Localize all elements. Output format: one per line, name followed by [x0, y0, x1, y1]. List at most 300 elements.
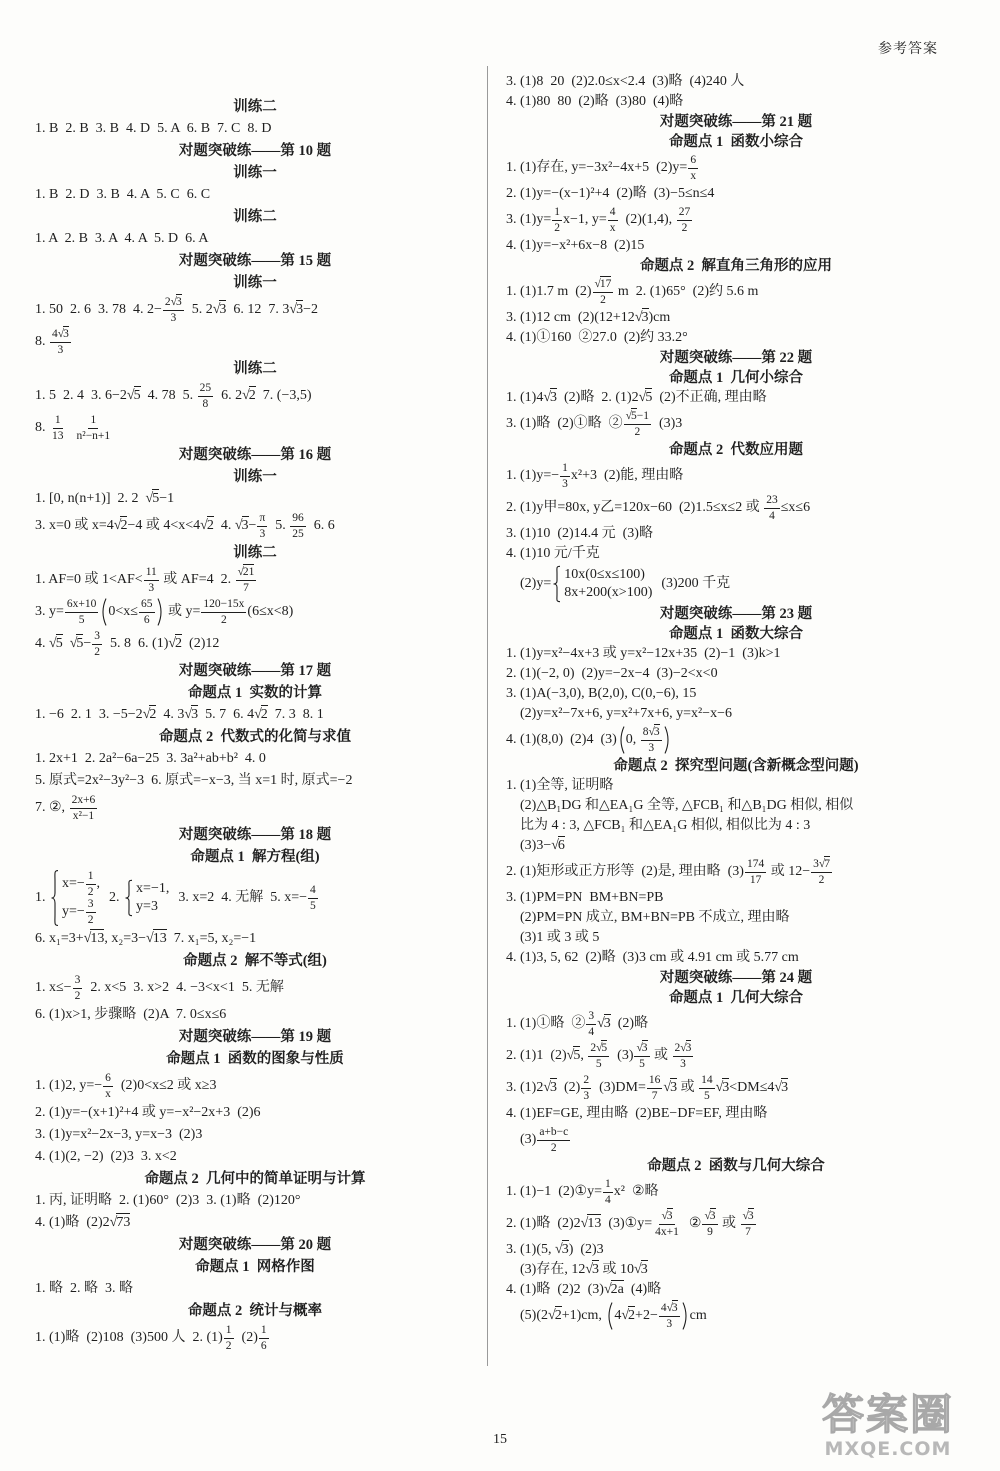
- answer-line: [506, 1072, 966, 1104]
- fraction: [198, 382, 214, 410]
- answer-text: 2.: [102, 890, 124, 905]
- answer-text: 3. (1)y=: [506, 212, 552, 227]
- answer-text: 3. (1)8 20 (2)2.0≤x<2.4 (3)略 (4)240 人: [506, 74, 745, 89]
- fraction-denominator: x: [690, 169, 697, 182]
- answer-line: [506, 236, 966, 256]
- radical: √2: [168, 636, 183, 651]
- answer-text: (3): [520, 1132, 537, 1147]
- answer-text: 命题点 1 函数的图象与性质: [166, 1051, 344, 1067]
- answer-text: 1. (1)①略 ②: [506, 1016, 586, 1031]
- radical: √3: [661, 1210, 673, 1222]
- fraction: [201, 598, 246, 626]
- answer-line: [506, 1280, 966, 1300]
- column-divider: [487, 66, 488, 1366]
- section-heading: [35, 444, 475, 466]
- radicand: 3: [653, 726, 660, 738]
- radicand: 13: [152, 931, 167, 946]
- answer-line: [506, 308, 966, 328]
- radical: √3: [634, 1262, 648, 1277]
- radicand: 5: [76, 636, 84, 651]
- answer-text: 训练一: [233, 275, 277, 291]
- fraction: [144, 566, 159, 594]
- answer-line: [506, 184, 966, 204]
- left-brace-shape: [125, 880, 133, 916]
- answer-line: [506, 152, 966, 184]
- fraction-denominator: 17: [749, 873, 762, 886]
- fraction-numerator: 3√7: [811, 858, 832, 873]
- answer-line: [506, 704, 966, 724]
- fraction: [699, 1074, 715, 1102]
- subsection-heading: [506, 132, 966, 152]
- answer-line: [506, 948, 966, 968]
- fraction-numerator: 65: [139, 598, 155, 613]
- answer-line: [506, 1260, 966, 1280]
- fraction-denominator: 2: [87, 885, 94, 898]
- fraction: [586, 1010, 596, 1038]
- large-parentheses: [618, 726, 671, 754]
- answer-line: [506, 328, 966, 348]
- answer-text: 对题突破练——第 20 题: [178, 1237, 332, 1253]
- answer-text: 6. 2√2 7. (−3,5): [214, 388, 312, 403]
- answer-text: 1. 2x+1 2. 2a²−6a−25 3. 3a²+ab+b² 4. 0: [35, 751, 266, 766]
- answer-line: [506, 796, 966, 816]
- radical: √2: [200, 518, 214, 533]
- answer-line: [35, 294, 475, 326]
- answer-text: 8x+200(x>100): [564, 585, 653, 600]
- radical: √5: [69, 636, 84, 651]
- answer-text: 对题突破练——第 17 题: [178, 663, 332, 679]
- answer-text: 3. (1)PM=PN BM+BN=PB: [506, 890, 664, 905]
- subsection-heading: [35, 846, 475, 868]
- answer-text: (2)(1,4),: [618, 212, 676, 227]
- answer-text: 8.: [35, 334, 49, 349]
- answer-text: y=−: [62, 904, 85, 919]
- radicand: 2: [175, 636, 183, 651]
- fraction: [653, 1210, 681, 1238]
- fraction: [673, 1042, 694, 1070]
- section-heading: [35, 1234, 475, 1256]
- answer-text: 或: [650, 1048, 672, 1063]
- fraction: [634, 1042, 649, 1070]
- answer-text: 1. [0, n(n+1)] 2. 2 √5−1: [35, 491, 175, 506]
- answer-text: 3. x=0 或 x=4√2−4 或 4<x<4√2 4. √3−: [35, 518, 257, 533]
- answer-text: 5. 2√3 6. 12 7. 3√3−2: [184, 302, 318, 317]
- fraction-denominator: 4: [769, 509, 775, 522]
- radicand: 3: [296, 302, 304, 317]
- fraction: [745, 858, 766, 886]
- fraction-numerator: [702, 1210, 717, 1225]
- answer-line: [506, 408, 966, 440]
- answer-line: [35, 792, 475, 824]
- fraction: [702, 1210, 717, 1238]
- fraction-numerator: 11: [144, 566, 159, 581]
- watermark-logo-text: 答案圈: [821, 1390, 954, 1439]
- radicand: 13: [587, 1216, 602, 1231]
- fraction-denominator: 3: [148, 581, 155, 594]
- radical: √13: [83, 931, 105, 946]
- subsection-heading: [35, 1256, 475, 1278]
- radicand: 2: [260, 707, 268, 722]
- answer-line: [35, 868, 475, 928]
- fraction: [308, 884, 318, 912]
- radical: √3: [597, 1016, 611, 1031]
- answer-text: 训练二: [233, 361, 277, 377]
- answer-text: 命题点 2 解直角三角形的应用: [639, 258, 833, 274]
- radical: √3: [543, 390, 558, 405]
- radical: √3: [666, 1302, 678, 1314]
- fraction-denominator: 2: [550, 1141, 557, 1154]
- answer-text: 或 12−: [767, 864, 811, 879]
- fraction: [86, 898, 96, 926]
- fraction-denominator: 2: [74, 989, 81, 1002]
- fraction: [624, 410, 651, 438]
- section-heading: [506, 348, 966, 368]
- answer-line: [506, 276, 966, 308]
- radical: √3: [704, 1210, 716, 1222]
- answer-text: 10x(0≤x≤100): [564, 567, 645, 582]
- answer-text: √3 (2)略: [597, 1016, 649, 1031]
- radicand: 5: [630, 410, 637, 422]
- answer-line: [506, 836, 966, 856]
- answer-text: 1. B 2. D 3. B 4. A 5. C 6. C: [35, 187, 211, 202]
- system-row: [62, 898, 100, 926]
- radicand: 5: [601, 1042, 608, 1054]
- radical: √2: [621, 1308, 636, 1323]
- fraction-denominator: 7: [243, 581, 249, 594]
- fraction: [50, 328, 71, 356]
- answer-text: 1. (1)4√3 (2)略 2. (1)2√5 (2)不正确, 理由略: [506, 390, 767, 405]
- left-parenthesis-shape: [618, 726, 626, 754]
- fraction-numerator: 3: [92, 630, 102, 645]
- answer-text: 对题突破练——第 24 题: [659, 970, 813, 986]
- radical: √3: [555, 1242, 569, 1257]
- radical: √3: [680, 1042, 692, 1054]
- radicand: 73: [116, 1215, 131, 1230]
- left-parenthesis-shape: [100, 598, 108, 626]
- answer-text: 1. −6 2. 1 3. −5−2√2 4. 3√3 5. 7 6. 4√2 7. 3 8. 1: [35, 707, 324, 722]
- answer-line: [35, 972, 475, 1004]
- answer-line: [506, 72, 966, 92]
- answer-text: y=3: [136, 899, 158, 914]
- fraction: [641, 726, 662, 754]
- radical: √3: [184, 707, 199, 722]
- fraction-denominator: 2: [554, 221, 560, 234]
- radical: √13: [580, 1216, 602, 1231]
- answer-text: x=−1,: [136, 881, 170, 896]
- fraction-denominator: 5: [595, 1057, 602, 1070]
- answer-line: [35, 704, 475, 726]
- answer-text: 1. 略 2. 略 3. 略: [35, 1281, 133, 1296]
- subsection-heading: [35, 726, 475, 748]
- radicand: 3: [550, 1080, 558, 1095]
- fraction: [92, 630, 102, 658]
- subsection-heading: [35, 1168, 475, 1190]
- fraction-numerator: 6: [688, 154, 698, 169]
- answer-text: 命题点 1 函数大综合: [668, 626, 804, 642]
- answer-text: 对题突破练——第 10 题: [178, 143, 332, 159]
- answer-text: [67, 419, 74, 437]
- fraction-denominator: x: [105, 1087, 111, 1100]
- answer-text: x−1, y=: [562, 212, 607, 227]
- answer-text: (2)y=: [520, 576, 552, 591]
- answer-text: 3. (1)12 cm (2)(12+12√3)cm: [506, 310, 671, 325]
- radicand: 3: [722, 1080, 730, 1095]
- answer-text: (2)0<x≤2 或 x≥3: [113, 1078, 217, 1093]
- fraction-numerator: 6: [103, 1072, 113, 1087]
- answer-text: 4. (1)(2, −2) (2)3 3. x<2: [35, 1149, 177, 1164]
- fraction-numerator: 174: [745, 858, 766, 873]
- answer-text: 训练一: [233, 469, 277, 485]
- fraction: [103, 1072, 113, 1100]
- radical: √5: [145, 491, 160, 506]
- answer-text: 2. (1)y甲=80x, y乙=120x−60 (2)1.5≤x≤2 或: [506, 500, 764, 515]
- large-parentheses: [100, 598, 163, 626]
- answer-text: (2)PM=PN 成立, BM+BN=PB 不成立, 理由略: [520, 910, 790, 925]
- radical: √73: [109, 1215, 131, 1230]
- answer-line: [506, 816, 966, 836]
- answer-text: 2. x<5 3. x>2 4. −3<x<1 5. 无解: [83, 980, 284, 995]
- answer-line: [506, 492, 966, 524]
- answer-line: [35, 564, 475, 596]
- right-column: [506, 72, 966, 1332]
- radical: √2: [242, 388, 256, 403]
- answer-line: [506, 1008, 966, 1040]
- radical: √2: [113, 518, 128, 533]
- fraction-numerator: 120−15x: [201, 598, 246, 613]
- answer-text: x=−: [62, 876, 85, 891]
- answer-line: [506, 92, 966, 112]
- fraction-numerator: 2√3: [673, 1042, 694, 1057]
- answer-line: [35, 510, 475, 542]
- radicand: 5: [573, 1048, 581, 1063]
- radical: √3: [234, 518, 249, 533]
- radicand: 3: [241, 518, 249, 533]
- fraction-denominator: 6: [260, 1339, 267, 1352]
- radicand: 3: [640, 1262, 648, 1277]
- answer-text: 4. (1)①160 ②27.0 (2)约 33.2°: [506, 330, 688, 345]
- fraction-numerator: 1: [560, 462, 570, 477]
- radicand: 3: [781, 1080, 789, 1095]
- answer-line: [35, 1146, 475, 1168]
- answer-text: 1. (1)存在, y=−3x²−4x+5 (2)y=: [506, 160, 688, 175]
- answer-text: (5)(2√2+1)cm,: [520, 1308, 606, 1323]
- answer-text: 4. (1)10 元/千克: [506, 546, 600, 561]
- answer-text: √3 或: [663, 1080, 699, 1095]
- answer-text: 3. (1)略 (2)①略 ②: [506, 416, 623, 431]
- answer-line: [35, 326, 475, 358]
- radical: √3: [543, 1080, 558, 1095]
- answer-line: [35, 1124, 475, 1146]
- answer-text: 1. (1)略 (2)108 (3)500 人 2. (1): [35, 1330, 223, 1345]
- system-row: [564, 566, 652, 584]
- radicand: 3: [592, 1262, 600, 1277]
- answer-line: [506, 1300, 966, 1332]
- section-heading: [35, 250, 475, 272]
- fraction-denominator: n²−n+1: [76, 429, 111, 442]
- answer-text: 4. (1)80 80 (2)略 (3)80 (4)略: [506, 94, 684, 109]
- answer-text: 对题突破练——第 23 题: [659, 606, 813, 622]
- answer-text: 命题点 1 解方程(组): [190, 849, 320, 865]
- answer-text: 2. (1)矩形或正方形等 (2)是, 理由略 (3): [506, 864, 744, 879]
- section-heading: [506, 112, 966, 132]
- answer-text: 2. (1)(−2, 0) (2)y=−2x−4 (3)−2<x<0: [506, 666, 718, 681]
- answer-text: 命题点 1 函数小综合: [668, 134, 804, 150]
- radical: √3: [57, 328, 69, 340]
- answer-text: 命题点 2 探究型问题(含新概念型问题): [613, 758, 859, 774]
- fraction: [659, 1302, 680, 1330]
- section-heading: [35, 824, 475, 846]
- radical: √3: [663, 1080, 678, 1095]
- fraction-numerator: [634, 1042, 649, 1057]
- answer-line: [35, 1278, 475, 1300]
- radicand: 3: [550, 390, 558, 405]
- answer-text: (3)存在, 12√3 或 10√3: [520, 1262, 648, 1277]
- answer-line: [35, 1190, 475, 1212]
- fraction-denominator: 5: [703, 1089, 710, 1102]
- answer-text: 5. 原式=2x²−3y²−3 6. 原式=−x−3, 当 x=1 时, 原式=−2: [35, 773, 353, 788]
- radical: √3: [648, 726, 660, 738]
- answer-line: [35, 628, 475, 660]
- radical: √13: [146, 931, 167, 946]
- answer-text: 1. (1)2, y=−: [35, 1078, 103, 1093]
- answer-text: 对题突破练——第 18 题: [178, 827, 332, 843]
- answer-text: 1. (1)y=−: [506, 468, 560, 483]
- fraction-numerator: 1: [259, 1324, 269, 1339]
- answer-line: [35, 1212, 475, 1234]
- fraction-denominator: x: [609, 221, 616, 234]
- answer-line: [35, 184, 475, 206]
- radicand: 3: [671, 1302, 678, 1314]
- answer-text: 命题点 2 代数应用题: [668, 442, 804, 458]
- answer-text: 或 AF=4 2.: [159, 572, 235, 587]
- section-heading: [35, 1026, 475, 1048]
- section-heading: [35, 206, 475, 228]
- answer-text: 对题突破练——第 22 题: [659, 350, 813, 366]
- fraction-numerator: [593, 278, 614, 293]
- answer-text: 6. x₁=3+√13, x₂=3−√13 7. x₁=5, x₂=−1: [35, 931, 257, 946]
- fraction: [552, 206, 562, 234]
- answer-text: 4. (1)EF=GE, 理由略 (2)BE−DF=EF, 理由略: [506, 1106, 768, 1121]
- answer-line: [35, 748, 475, 770]
- answer-text: 1. AF=0 或 1<AF<: [35, 572, 143, 587]
- fraction-numerator: 96: [290, 512, 306, 527]
- answer-text: 命题点 2 函数与几何大综合: [647, 1158, 825, 1174]
- fraction-denominator: 4: [605, 1193, 611, 1206]
- fraction-denominator: 9: [707, 1225, 713, 1238]
- radicand: 3: [666, 1210, 673, 1222]
- left-column: [35, 96, 475, 1354]
- radicand: 3: [603, 1016, 611, 1031]
- answer-text: 3. (1)2√3 (2): [506, 1080, 581, 1095]
- fraction-numerator: 1: [86, 870, 96, 885]
- fraction-numerator: 4: [608, 206, 618, 221]
- fraction-denominator: 3: [583, 1089, 590, 1102]
- answer-text: 2. (1)y=−(x−1)²+4 (2)略 (3)−5≤n≤4: [506, 186, 715, 201]
- fraction-numerator: [236, 566, 257, 581]
- radical: √5: [625, 410, 637, 422]
- fraction: [560, 462, 570, 490]
- radicand: 17: [599, 278, 612, 290]
- equation-system: [51, 870, 100, 926]
- radicand: 2: [554, 1308, 562, 1323]
- radicand: 2: [120, 518, 128, 533]
- answer-text: 3. y=: [35, 604, 64, 619]
- left-parenthesis-shape: [606, 1302, 614, 1330]
- radical: √5: [566, 1048, 581, 1063]
- answer-text: 比为 4 : 3, △FCB₁ 和△EA₁G 相似, 相似比为 4 : 3: [520, 818, 811, 833]
- fraction: [139, 598, 155, 626]
- page-number: 15: [493, 1432, 507, 1447]
- fraction: [257, 512, 267, 540]
- fraction-denominator: 2: [600, 293, 606, 306]
- answer-line: [506, 888, 966, 908]
- fraction-denominator: 2: [681, 221, 688, 234]
- fraction: [236, 566, 257, 594]
- fraction-denominator: 25: [292, 527, 304, 540]
- radicand: 5: [152, 491, 160, 506]
- radical: √3: [715, 1080, 730, 1095]
- answer-line: [35, 488, 475, 510]
- answer-text: 3. (1)10 (2)14.4 元 (3)略: [506, 526, 653, 541]
- answer-text: 命题点 2 几何中的简单证明与计算: [144, 1171, 366, 1187]
- radicand: 2: [149, 707, 157, 722]
- answer-line: [35, 118, 475, 140]
- fraction-denominator: 2: [818, 873, 825, 886]
- answer-text: 3. (1)A(−3,0), B(2,0), C(0,−6), 15: [506, 686, 697, 701]
- page-header-title: 参考答案: [878, 42, 938, 57]
- radical: √5: [638, 390, 653, 405]
- answer-text: 2. (1)y=−(x+1)²+4 或 y=−x²−2x+3 (2)6: [35, 1105, 261, 1120]
- fraction-denominator: 7: [651, 1089, 658, 1102]
- fraction: [65, 598, 99, 626]
- fraction-numerator: [659, 1210, 674, 1225]
- fraction: [86, 870, 96, 898]
- answer-text: 4. √5 √5−: [35, 636, 92, 651]
- fraction-denominator: 4: [588, 1025, 595, 1038]
- radical: √2: [548, 1308, 562, 1323]
- answer-text: 1. (1)y=x²−4x+3 或 y=x²−12x+35 (2)−1 (3)k>1: [506, 646, 781, 661]
- fraction: [764, 494, 780, 522]
- radicand: 3: [63, 328, 69, 340]
- fraction: [741, 1210, 756, 1238]
- radical: √3: [774, 1080, 789, 1095]
- radicand: 3: [641, 1042, 648, 1054]
- fraction: [603, 1178, 613, 1206]
- answer-text: (3)3−√6: [520, 838, 565, 853]
- radicand: 2: [206, 518, 214, 533]
- answer-line: [506, 928, 966, 948]
- answer-line: [506, 460, 966, 492]
- fraction-numerator: 3: [586, 1010, 596, 1025]
- fraction-numerator: 4√3: [659, 1302, 680, 1317]
- answer-text: 5.: [268, 518, 290, 533]
- radical: √3: [636, 1042, 648, 1054]
- answer-text: 命题点 1 几何小综合: [668, 370, 804, 386]
- left-brace-shape: [51, 870, 59, 926]
- fraction: [224, 1324, 234, 1352]
- radical: √5: [49, 636, 63, 651]
- fraction-numerator: √5−1: [624, 410, 651, 425]
- fraction: [593, 278, 614, 306]
- answer-text: 7. ②,: [35, 800, 69, 815]
- answer-text: 命题点 2 代数式的化简与求值: [158, 729, 352, 745]
- fraction-denominator: 6: [143, 613, 150, 626]
- fraction-denominator: 5: [310, 899, 316, 912]
- radicand: 3: [685, 1042, 692, 1054]
- answer-text: 0<x≤: [108, 604, 138, 619]
- answer-text: 5. 8 6. (1)√2 (2)12: [103, 636, 220, 651]
- radical: √2a: [603, 1282, 624, 1297]
